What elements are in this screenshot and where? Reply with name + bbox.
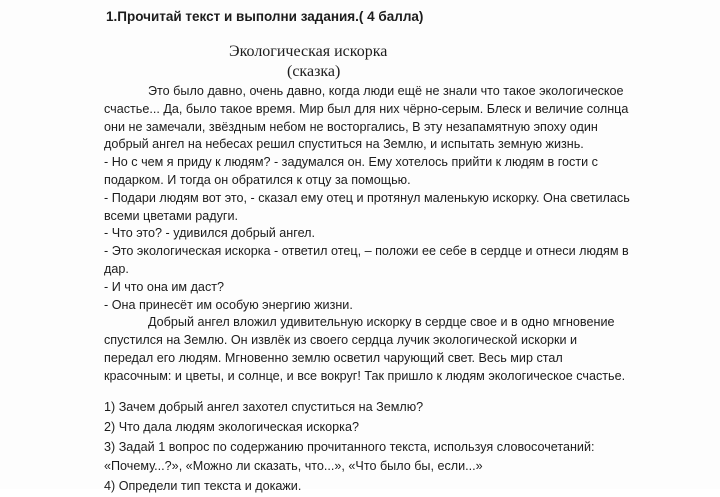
story-line: всеми цветами радуги. bbox=[104, 208, 238, 223]
story-line: красочным: и цветы, и солнце, и все вокруг! Так пришло к людям экологическое счастье. bbox=[104, 368, 626, 383]
story-line: добрый ангел на небесах решил спуститься на Землю, и испытать земную жизнь. bbox=[104, 137, 584, 152]
story-line: они не замечали, звёздным небом не восторгались, В эту незапамятную эпоху один bbox=[104, 119, 598, 134]
story-line: дар. bbox=[104, 261, 129, 276]
story-title: Экологическая искорка bbox=[229, 43, 388, 60]
story-line: передал его людям. Мгновенно землю осветил чарующий свет. Весь мир стал bbox=[104, 350, 563, 365]
question-item: «Почему...?», «Можно ли сказать, что...», «Что было бы, если...» bbox=[104, 459, 483, 474]
story-subtitle: (сказка) bbox=[287, 63, 341, 80]
question-item: 1) Зачем добрый ангел захотел спуститься на Землю? bbox=[104, 400, 424, 414]
question-item: 4) Определи тип текста и докажи. bbox=[104, 479, 302, 494]
story-line: - Но с чем я приду к людям? - задумался он. Ему хотелось прийти к людям в гости с bbox=[104, 155, 598, 170]
story-line: счастье... Да, было такое время. Мир был для них чёрно-серым. Блеск и величие солнца bbox=[104, 101, 629, 116]
story-text bbox=[104, 83, 704, 386]
story-line: - И что она им даст? bbox=[104, 279, 225, 294]
story-line: - Она принесёт им особую энергию жизни. bbox=[104, 297, 353, 312]
story-line: - Что это? - удивился добрый ангел. bbox=[104, 226, 316, 241]
story-line: Добрый ангел вложил удивительную искорку в сердце свое и в одно мгновение bbox=[148, 315, 615, 330]
task-heading: 1.Прочитай текст и выполни задания.( 4 балла) bbox=[106, 9, 424, 24]
story-line: Это было давно, очень давно, когда люди ещё не знали что такое экологическое bbox=[148, 84, 624, 98]
question-item: 2) Что дала людям экологическая искорка? bbox=[104, 419, 359, 434]
questions-list bbox=[104, 398, 704, 497]
story-line: подарком. И тогда он обратился к отцу за помощью. bbox=[104, 172, 411, 187]
story-line: - Это экологическая искорка - ответил отец, – положи ее себе в сердце и отнеси людям в bbox=[104, 244, 629, 259]
question-item: 3) Задай 1 вопрос по содержанию прочитанного текста, используя словосочетаний: bbox=[104, 439, 595, 454]
story-line: спустился на Землю. Он извлёк из своего сердца лучик экологической искорки и bbox=[104, 333, 578, 348]
story-line: - Подари людям вот это, - сказал ему отец и протянул маленькую искорку. Она светилась bbox=[104, 190, 630, 205]
